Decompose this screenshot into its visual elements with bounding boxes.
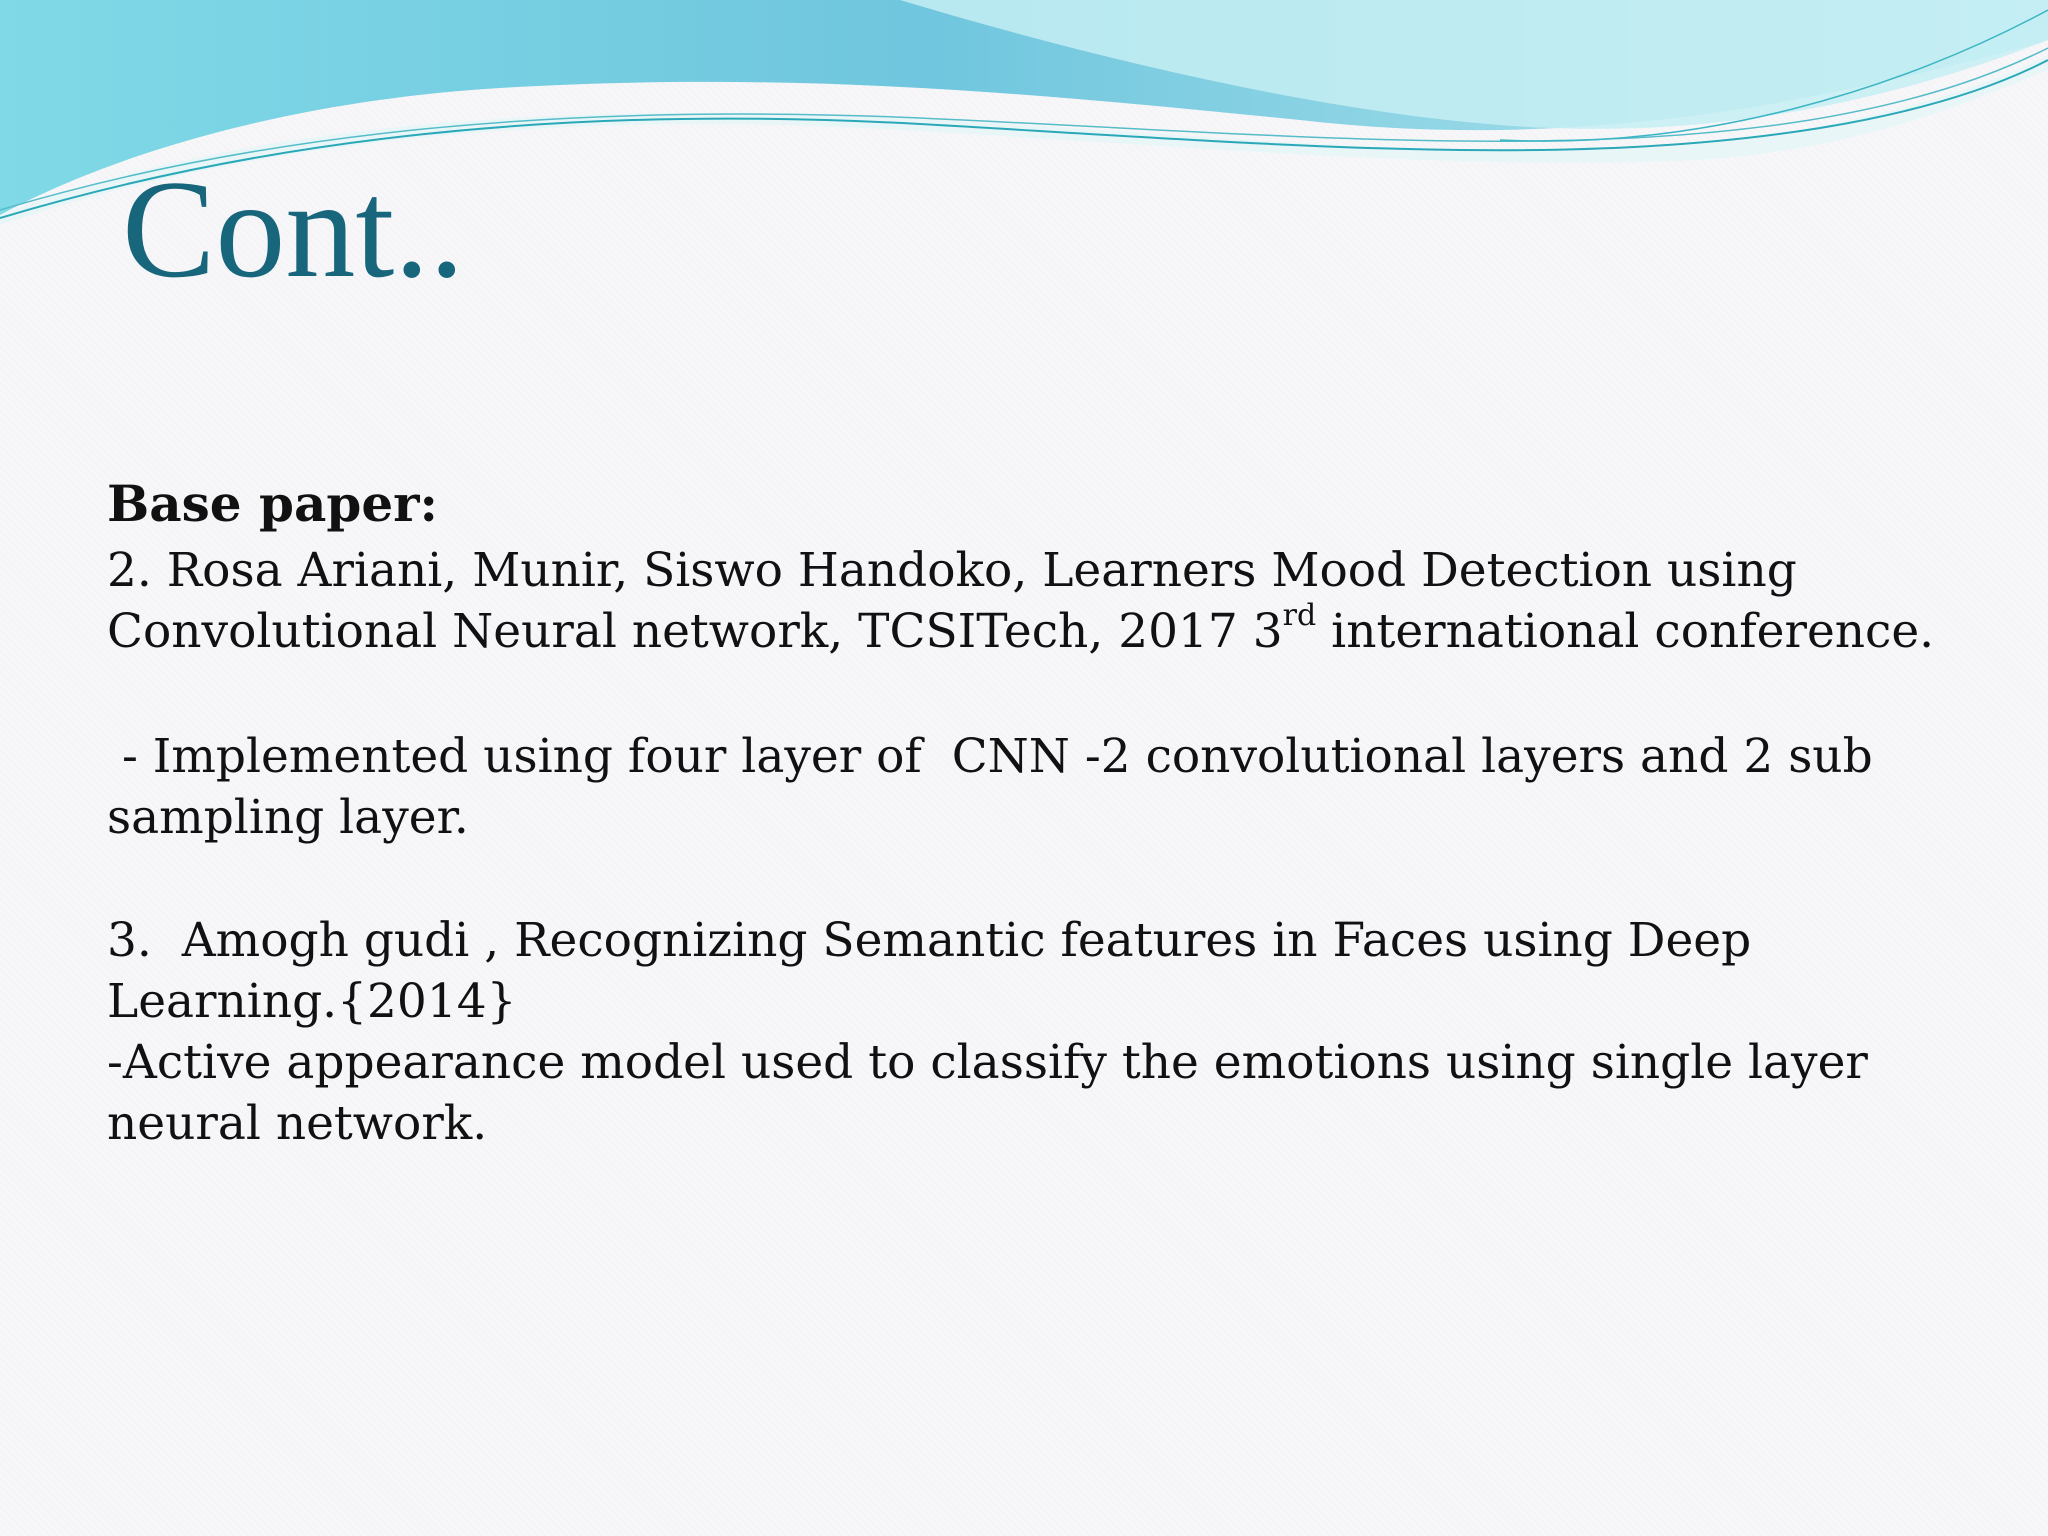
ref2-line2 [107,598,1947,662]
ref3-line1: 3. Amogh gudi , Recognizing Semantic features in Faces using Deep [107,913,1752,968]
ref3-note-line2: neural network. [107,1096,488,1151]
ref3-note-line1: -Active appearance model used to classify the emotions using single layer [107,1035,1868,1090]
ref2-line2-text: Convolutional Neural network, TCSITech, 2017 3 [107,604,1283,659]
spacer [107,662,1947,726]
base-paper-heading: Base paper: [107,474,438,533]
ref2-ordinal-suffix: rd [1282,598,1317,633]
ref3-line2: Learning.{2014} [107,974,517,1029]
slide-title: Cont.. [122,152,465,307]
slide-body [107,468,1947,1154]
ref2-line1: 2. Rosa Ariani, Munir, Siswo Handoko, Learners Mood Detection using [107,543,1797,598]
ref2-note-line1: - Implemented using four layer of CNN -2 convolutional layers and 2 sub [107,729,1873,784]
ref2-line2-end: international conference. [1316,604,1935,659]
spacer [107,848,1947,910]
ref2-note-line2: sampling layer. [107,790,469,845]
